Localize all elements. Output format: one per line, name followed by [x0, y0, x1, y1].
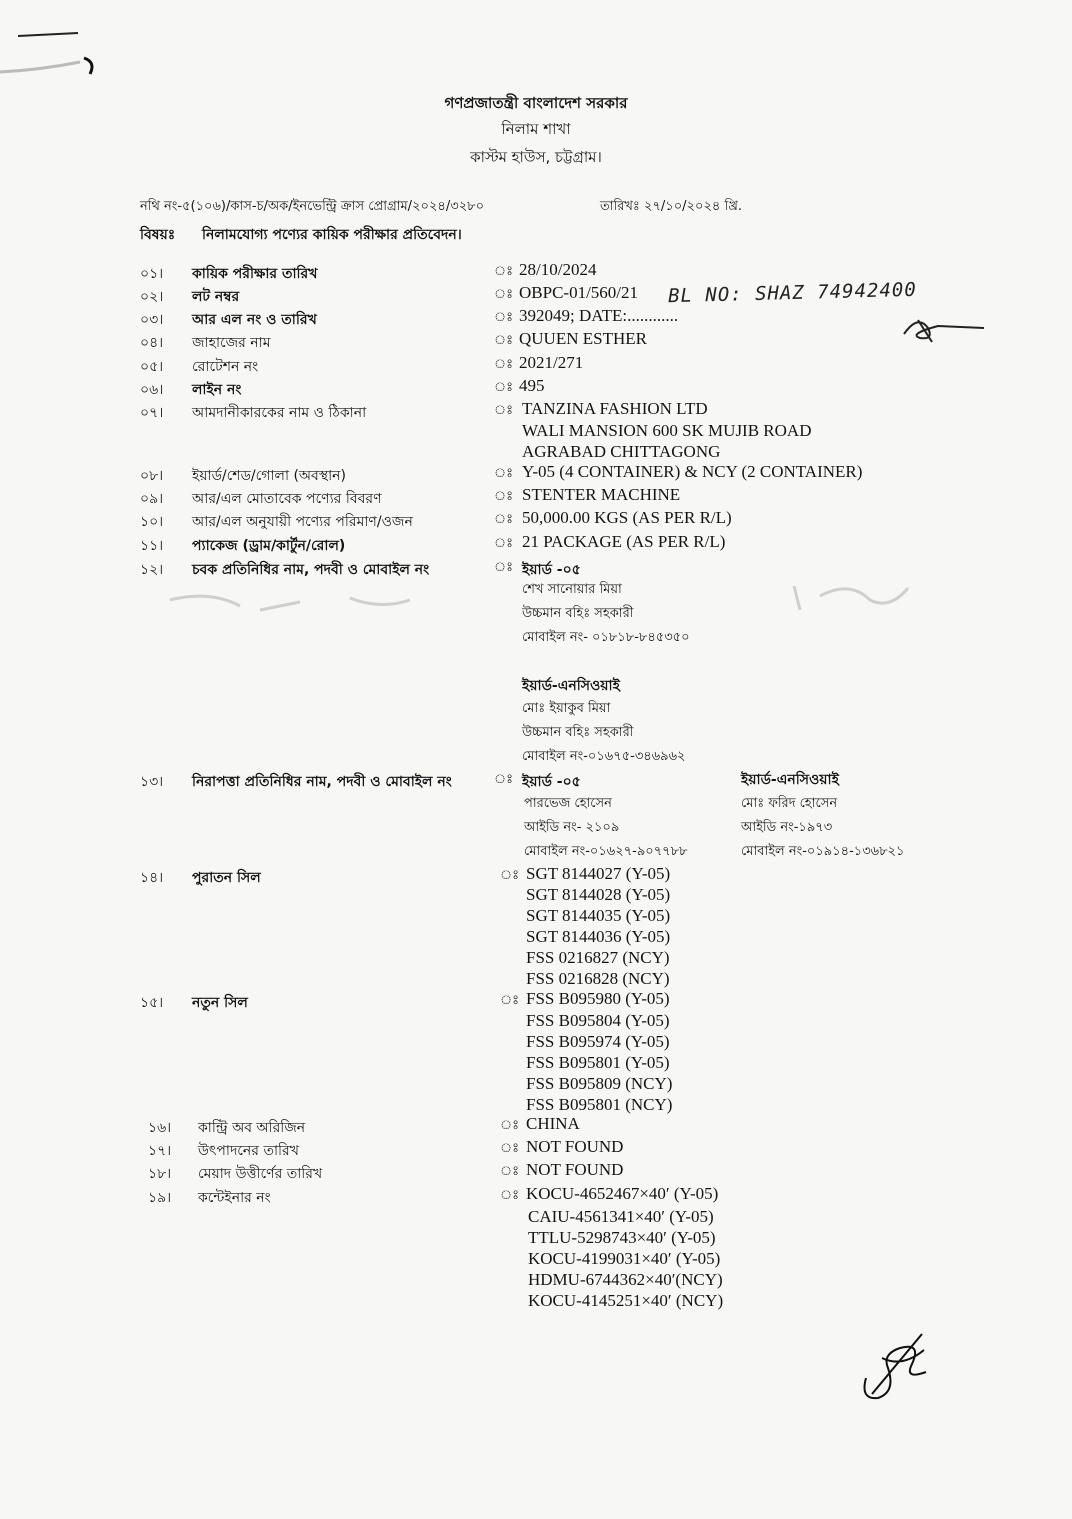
rep-name: মোঃ ফরিদ হোসেন — [741, 796, 838, 811]
row-value: SGT 8144027 (Y-05) — [526, 864, 671, 883]
row-number: ১৬। — [148, 1120, 172, 1136]
rep-mobile: মোবাইল নং-০১৬২৭-৯০৭৭৮৮ — [524, 844, 688, 859]
row-number: ১৩। — [140, 774, 164, 790]
row-number: ০৭। — [140, 405, 164, 421]
row-colon: ঃ — [494, 333, 514, 348]
row-label: আর/এল অনুযায়ী পণ্যের পরিমাণ/ওজন — [192, 514, 413, 530]
container-item: HDMU-6744362×40′(NCY) — [528, 1270, 723, 1289]
seal-item: FSS B095974 (Y-05) — [526, 1032, 670, 1051]
seal-item: SGT 8144035 (Y-05) — [526, 906, 671, 925]
row-label: ইয়ার্ড/শেড/গোলা (অবস্থান) — [192, 468, 346, 484]
seal-item: FSS 0216828 (NCY) — [526, 969, 670, 988]
office-header: কাস্টম হাউস, চট্টগ্রাম। — [470, 148, 602, 166]
row-number: ১৯। — [148, 1190, 172, 1206]
seal-item: SGT 8144028 (Y-05) — [526, 885, 671, 904]
row-colon: ঃ — [500, 1188, 520, 1203]
row-label: চবক প্রতিনিধির নাম, পদবী ও মোবাইল নং — [192, 562, 430, 578]
row-number: ০৯। — [140, 491, 164, 507]
rep-id: আইডি নং-১৯৭৩ — [741, 820, 833, 835]
file-number: নথি নং-৫(১০৬)/কাস-চ/অক/ইনভেন্ট্রি ক্রাস প্রোগ্রাম/২০২৪/৩২৮০ — [140, 199, 485, 214]
row-label: কন্টেইনার নং — [198, 1190, 271, 1206]
row-number: ০২। — [140, 289, 164, 305]
document-date: তারিখঃ ২৭/১০/২০২৪ খ্রি. — [600, 199, 742, 214]
row-label: উৎপাদনের তারিখ — [198, 1143, 299, 1159]
row-value: 495 — [519, 376, 545, 395]
row-label: আর/এল মোতাবেক পণ্যের বিবরণ — [192, 491, 382, 507]
row-value: CHINA — [526, 1114, 580, 1133]
row-value: ইয়ার্ড -০৫ — [522, 562, 581, 578]
row-colon: ঃ — [494, 403, 514, 418]
row-label: লাইন নং — [192, 382, 242, 398]
seal-item: FSS 0216827 (NCY) — [526, 948, 670, 967]
row-label: লট নম্বর — [192, 289, 240, 305]
row-colon: ঃ — [494, 357, 514, 372]
rep-name: মোঃ ইয়াকুব মিয়া — [522, 701, 611, 716]
row-value: ইয়ার্ড -০৫ — [522, 774, 581, 790]
row-colon: ঃ — [494, 489, 514, 504]
row-number: ০৪। — [140, 335, 164, 351]
seal-item: FSS B095801 (NCY) — [526, 1095, 673, 1114]
row-label: কায়িক পরীক্ষার তারিখ — [192, 266, 318, 282]
row-value: 2021/271 — [519, 353, 584, 372]
row-colon: ঃ — [494, 380, 514, 395]
row-value: OBPC-01/560/21 — [519, 283, 639, 302]
initials-scribble-icon — [898, 312, 988, 348]
row-colon: ঃ — [494, 772, 514, 787]
handwritten-bl-number: BL NO: SHAZ 74942400 — [667, 278, 918, 308]
faded-stamp-icon — [780, 570, 920, 620]
subject-text: নিলামযোগ্য পণ্যের কায়িক পরীক্ষার প্রতিবেদন। — [202, 227, 462, 243]
row-value: NOT FOUND — [526, 1137, 624, 1156]
row-number: ১১। — [140, 538, 164, 554]
seal-item: SGT 8144036 (Y-05) — [526, 927, 671, 946]
address-line: WALI MANSION 600 SK MUJIB ROAD — [522, 421, 812, 440]
row-number: ০৫। — [140, 359, 164, 375]
row-number: ১২। — [140, 562, 164, 578]
security-rep-ncy-title: ইয়ার্ড-এনসিওয়াই — [741, 772, 839, 788]
seal-item: FSS B095809 (NCY) — [526, 1074, 673, 1093]
row-number: ১০। — [140, 514, 164, 530]
rep-designation: উচ্চমান বহিঃ সহকারী — [522, 725, 634, 740]
importer-address — [522, 420, 811, 462]
row-colon: ঃ — [500, 1141, 520, 1156]
govt-header: গণপ্রজাতন্ত্রী বাংলাদেশ সরকার — [444, 94, 628, 112]
row-colon: ঃ — [494, 536, 514, 551]
seal-item: FSS B095801 (Y-05) — [526, 1053, 670, 1072]
section-header: নিলাম শাখা — [501, 120, 571, 138]
row-value: 392049; DATE:............ — [519, 306, 679, 325]
row-value: 50,000.00 KGS (AS PER R/L) — [522, 508, 732, 527]
new-seal-list — [526, 1010, 672, 1115]
row-colon: ঃ — [494, 287, 514, 302]
row-colon: ঃ — [494, 310, 514, 325]
row-colon: ঃ — [500, 1164, 520, 1179]
row-colon: ঃ — [500, 993, 520, 1008]
row-number: ১৪। — [140, 870, 164, 886]
row-number: ১৭। — [148, 1143, 172, 1159]
row-number: ০৩। — [140, 312, 164, 328]
row-label: নতুন সিল — [192, 995, 248, 1011]
row-colon: ঃ — [494, 512, 514, 527]
row-value: KOCU-4652467×40′ (Y-05) — [526, 1184, 719, 1203]
row-label: আর এল নং ও তারিখ — [192, 312, 317, 328]
row-number: ০৬। — [140, 382, 164, 398]
row-number: ১৫। — [140, 995, 164, 1011]
security-rep-ncy — [741, 792, 904, 864]
signature-icon — [852, 1328, 942, 1408]
rep-id: আইডি নং- ২১০৯ — [524, 820, 620, 835]
row-value: FSS B095980 (Y-05) — [526, 989, 670, 1008]
rep-name: শেখ সানোয়ার মিয়া — [522, 582, 622, 597]
rep-mobile: মোবাইল নং- ০১৮১৮-৮৪৫৩৫০ — [522, 630, 690, 645]
rep-mobile: মোবাইল নং-০১৬৭৫-৩৪৬৯৬২ — [522, 749, 686, 764]
row-value: 21 PACKAGE (AS PER R/L) — [522, 532, 726, 551]
row-label: আমদানীকারকের নাম ও ঠিকানা — [192, 405, 367, 421]
container-item: TTLU-5298743×40′ (Y-05) — [528, 1228, 716, 1247]
rep-designation: উচ্চমান বহিঃ সহকারী — [522, 606, 634, 621]
container-item: KOCU-4145251×40′ (NCY) — [528, 1291, 724, 1310]
container-list — [528, 1206, 723, 1311]
container-item: CAIU-4561341×40′ (Y-05) — [528, 1207, 714, 1226]
address-line: AGRABAD CHITTAGONG — [522, 442, 721, 461]
rep-mobile: মোবাইল নং-০১৯১৪-১৩৬৮২১ — [741, 844, 905, 859]
cpa-rep-ncy-title: ইয়ার্ড-এনসিওয়াই — [522, 678, 620, 694]
row-value: NOT FOUND — [526, 1160, 624, 1179]
row-number: ০১। — [140, 266, 164, 282]
row-colon: ঃ — [494, 466, 514, 481]
row-value: Y-05 (4 CONTAINER) & NCY (2 CONTAINER) — [522, 462, 863, 481]
row-label: প্যাকেজ (ড্রাম/কার্টুন/রোল) — [192, 538, 346, 554]
security-rep-y05 — [524, 792, 688, 864]
row-value: 28/10/2024 — [519, 260, 597, 279]
rep-name: পারভেজ হোসেন — [524, 796, 612, 811]
row-value: QUUEN ESTHER — [519, 329, 647, 348]
row-label: নিরাপত্তা প্রতিনিধির নাম, পদবী ও মোবাইল নং — [192, 774, 452, 790]
row-value: STENTER MACHINE — [522, 485, 681, 504]
row-label: মেয়াদ উত্তীর্ণের তারিখ — [198, 1166, 323, 1182]
container-item: KOCU-4199031×40′ (Y-05) — [528, 1249, 721, 1268]
cpa-rep-ncy — [522, 697, 686, 769]
row-colon: ঃ — [494, 560, 514, 575]
seal-item: FSS B095804 (Y-05) — [526, 1011, 670, 1030]
row-label: পুরাতন সিল — [192, 870, 261, 886]
row-number: ১৮। — [148, 1166, 172, 1182]
row-colon: ঃ — [500, 1118, 520, 1133]
cpa-rep-y05 — [522, 578, 690, 650]
row-number: ০৮। — [140, 468, 164, 484]
row-colon: ঃ — [494, 264, 514, 279]
faded-stamp-icon — [150, 580, 430, 630]
row-label: রোটেশন নং — [192, 359, 259, 375]
row-value: TANZINA FASHION LTD — [522, 399, 708, 418]
old-seal-list — [526, 884, 670, 989]
subject-label: বিষয়ঃ — [140, 227, 176, 243]
row-colon: ঃ — [500, 868, 520, 883]
row-label: কান্ট্রি অব অরিজিন — [198, 1120, 306, 1136]
row-label: জাহাজের নাম — [192, 335, 271, 351]
